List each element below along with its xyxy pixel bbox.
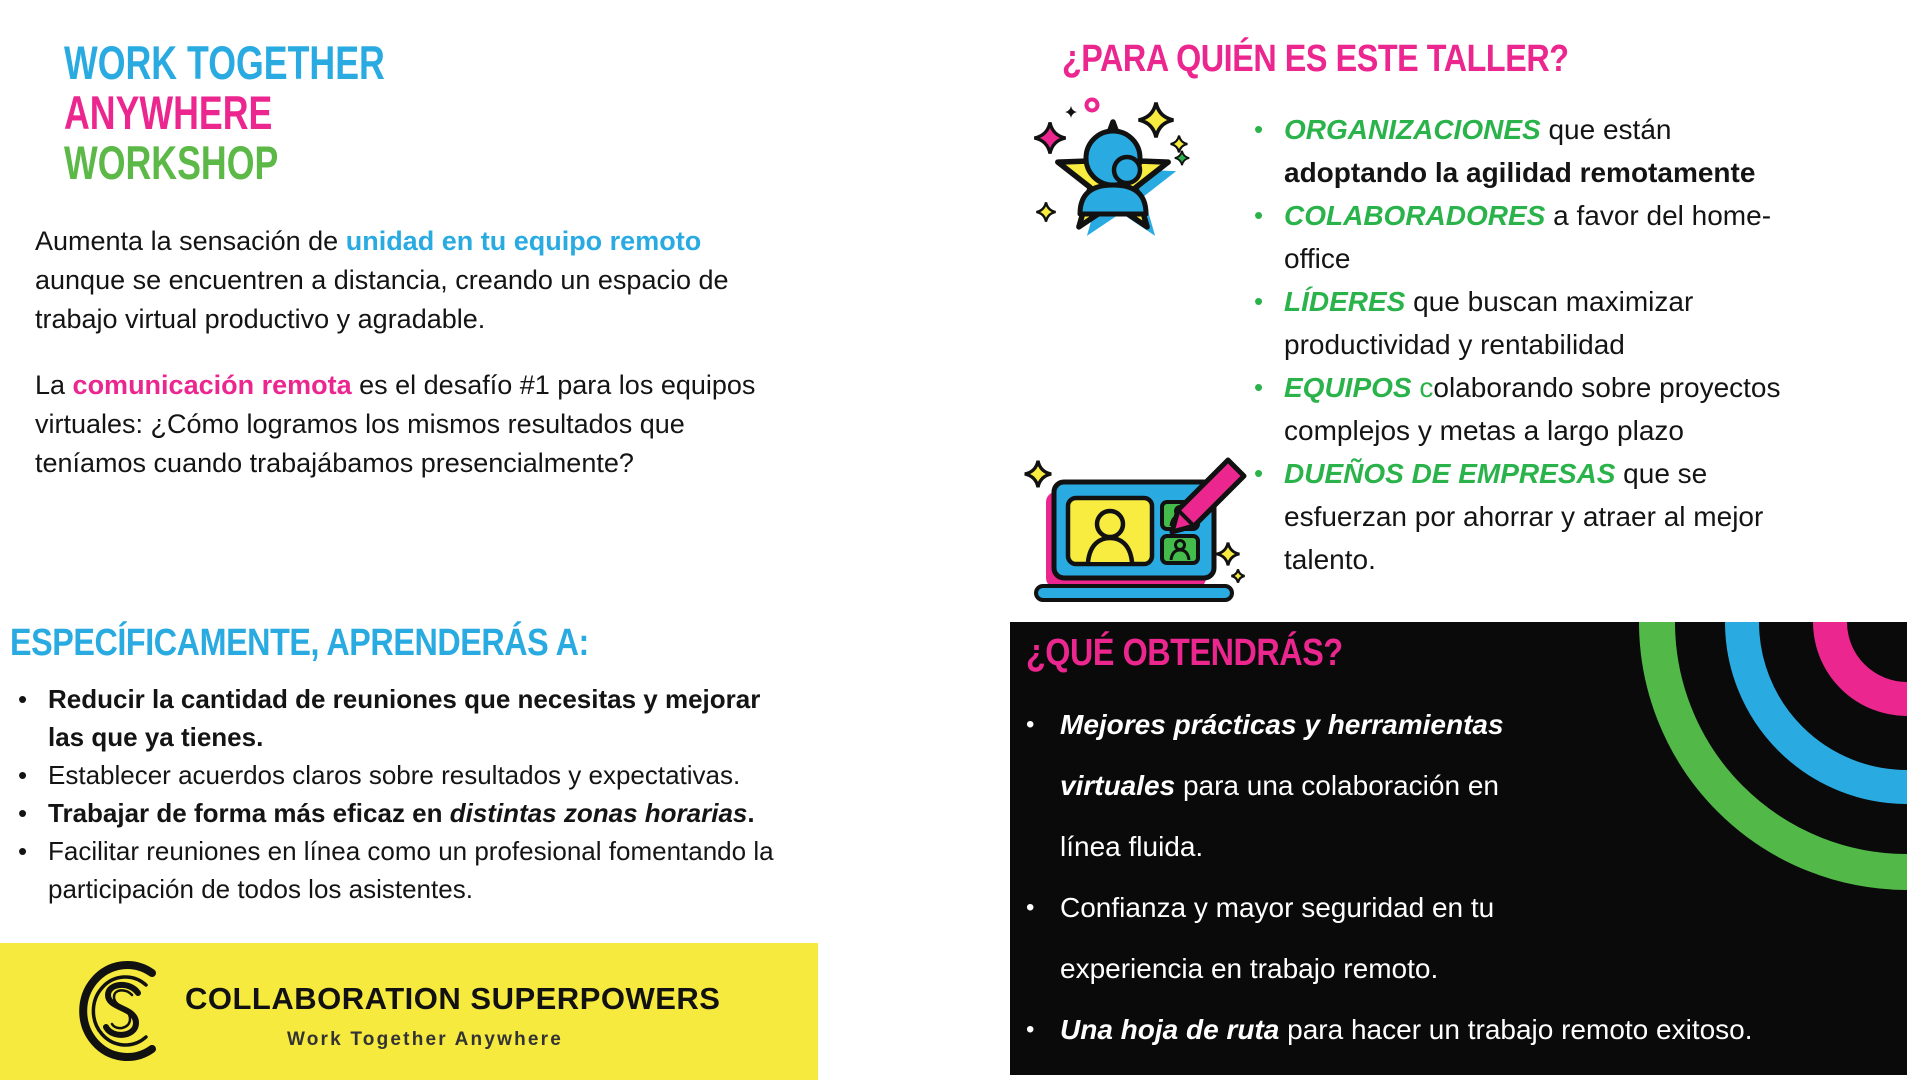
logo-line-3: WORKSHOP [64, 136, 279, 189]
gains-item-1 [1024, 694, 1524, 877]
intro-paragraph-1 [35, 222, 785, 339]
gains-item-1-italic: Mejores prácticas y herramientas virtuales [1060, 709, 1504, 801]
gains-item-3-italic: Una hoja de ruta [1060, 1014, 1280, 1045]
learn-item-4 [10, 832, 800, 908]
sparkle-pink [1034, 122, 1065, 153]
intro-1-pre: Aumenta la sensación de [35, 226, 346, 256]
sparkle-ring [1087, 100, 1098, 111]
audience-item-2-rest: a favor del home-office [1284, 200, 1772, 274]
audience-item-4 [1250, 366, 1805, 452]
sparkle-yellow-bl [1036, 202, 1055, 221]
brand-tagline: Work Together Anywhere [286, 1029, 564, 1050]
intro-2-highlight: comunicación remota [72, 370, 352, 400]
learn-item-2 [10, 756, 800, 794]
gains-heading: ¿QUÉ OBTENDRÁS? [1026, 632, 1343, 674]
brand-name: COLLABORATION SUPERPOWERS [185, 981, 721, 1016]
sparkle-black [1065, 106, 1077, 118]
gains-list [1024, 694, 1884, 1060]
gains-item-3 [1024, 999, 1884, 1060]
intro-2-pre: La [35, 370, 73, 400]
learn-item-1-text: Reducir la cantidad de reuniones que necesitas y mejorar las que ya tienes. [48, 684, 761, 752]
sparkle-yellow [1139, 103, 1174, 138]
learn-heading: ESPECÍFICAMENTE, APRENDERÁS A: [10, 622, 589, 664]
learn-list [10, 680, 800, 908]
learn-item-3-post: . [747, 798, 755, 828]
audience-item-1-lead: ORGANIZACIONES [1284, 114, 1541, 145]
workshop-logo [64, 38, 486, 188]
sparkle-yellow-br [1217, 543, 1240, 566]
sparkle-yellow-small [1171, 136, 1188, 153]
learn-item-4-text: Facilitar reuniones en línea como un profesional fomentando la participación de todos los asistentes. [48, 836, 774, 904]
audience-item-1-bold: adoptando la agilidad remotamente [1284, 157, 1756, 188]
audience-item-2-lead: COLABORADORES [1284, 200, 1546, 231]
brand-block [185, 981, 721, 1051]
learn-item-3-pre: Trabajar de forma más eficaz en [48, 798, 450, 828]
audience-item-5-lead: DUEÑOS DE EMPRESAS [1284, 458, 1616, 489]
logo-line-1: WORK TOGETHER [64, 36, 385, 89]
cs-monogram-logo-icon [66, 951, 176, 1071]
audience-item-2 [1250, 194, 1805, 280]
video-call-pencil-icon [1022, 452, 1250, 620]
learn-item-3-italic: distintas zonas horarias [449, 798, 748, 828]
gains-panel [1010, 622, 1907, 1075]
intro-paragraph-2 [35, 366, 785, 483]
audience-item-4-green: c [1411, 372, 1434, 403]
audience-item-5 [1250, 452, 1805, 581]
intro-1-highlight: unidad en tu equipo remoto [345, 226, 702, 256]
gains-item-2 [1024, 877, 1524, 999]
intro-1-post: aunque se encuentren a distancia, creando un espacio de trabajo virtual productivo y agradable. [35, 265, 729, 334]
learn-item-3 [10, 794, 800, 832]
audience-item-4-rest: olaborando sobre proyectos complejos y metas a largo plazo [1284, 372, 1781, 446]
sparkle-green [1175, 151, 1189, 165]
star-people-icon [1028, 92, 1203, 252]
audience-item-4-lead: EQUIPOS [1284, 372, 1412, 403]
gains-item-2-rest: Confianza y mayor seguridad en tu experiencia en trabajo remoto. [1060, 892, 1495, 984]
audience-item-1-rest: que están [1540, 114, 1672, 145]
learn-item-2-text: Establecer acuerdos claros sobre resultados y expectativas. [48, 760, 741, 790]
brand-banner [0, 943, 818, 1080]
audience-item-3-lead: LÍDERES [1284, 286, 1406, 317]
logo-line-2: ANYWHERE [64, 86, 273, 139]
audience-list [1250, 108, 1805, 581]
learn-item-1 [10, 680, 800, 756]
audience-item-1 [1250, 108, 1805, 194]
intro-2-post: es el desafío #1 para los equipos virtuales: ¿Cómo logramos los mismos resultados que teníamos cuando trabajábamos presencialmente? [35, 370, 756, 478]
sparkle-yellow-tl [1025, 461, 1051, 487]
sparkle-yellow-br2 [1231, 569, 1244, 582]
audience-heading: ¿PARA QUIÉN ES ESTE TALLER? [1062, 38, 1569, 80]
audience-item-5-rest: que se esfuerzan por ahorrar y atraer al mejor talento. [1284, 458, 1764, 575]
audience-item-3-rest: que buscan maximizar productividad y rentabilidad [1284, 286, 1694, 360]
audience-item-3 [1250, 280, 1805, 366]
gains-item-3-rest: para hacer un trabajo remoto exitoso. [1279, 1014, 1753, 1045]
gains-item-1-rest: para una colaboración en línea fluida. [1060, 770, 1499, 862]
